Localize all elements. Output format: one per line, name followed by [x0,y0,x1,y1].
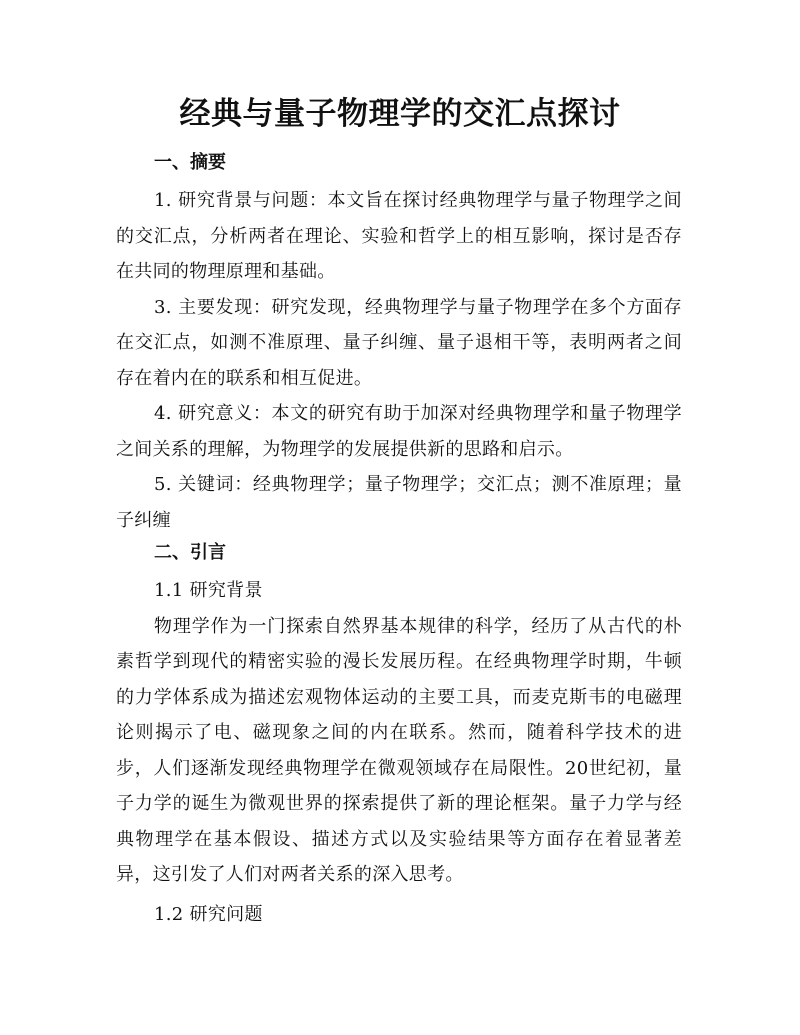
abstract-item-findings: 3. 主要发现：研究发现，经典物理学与量子物理学在多个方面存在交汇点，如测不准原理、量子纠缠、量子退相干等，表明两者之间存在着内在的联系和相互促进。 [116,296,682,389]
document-body [116,150,682,932]
section-heading-research-background: 1.1 研究背景 [154,580,263,601]
abstract-item-background: 1. 研究背景与问题：本文旨在探讨经典物理学与量子物理学之间的交汇点，分析两者在理论、实验和哲学上的相互影响，探讨是否存在共同的物理原理和基础。 [116,190,682,282]
abstract-item-significance: 4. 研究意义：本文的研究有助于加深对经典物理学和量子物理学之间关系的理解，为物理学的发展提供新的思路和启示。 [116,403,682,460]
abstract-heading: 一、摘要 [154,152,226,173]
research-background-paragraph: 物理学作为一门探索自然界基本规律的科学，经历了从古代的朴素哲学到现代的精密实验的漫长发展历程。在经典物理学时期，牛顿的力学体系成为描述宏观物体运动的主要工具，而麦克斯韦的电磁理论则揭示了电、磁现象之间的内在联系。然而，随着科学技术的进步，人们逐渐发现经典物理学在微观领域存在局限性。20世纪初，量子力学的诞生为微观世界的探索提供了新的理论框架。量子力学与经典物理学在基本假设、描述方式以及实验结果等方面存在着显著差异，这引发了人们对两者关系的深入思考。 [116,615,682,885]
abstract-item-keywords: 5. 关键词：经典物理学；量子物理学；交汇点；测不准原理；量子纠缠 [116,474,682,531]
document-title: 经典与量子物理学的交汇点探讨 [179,96,621,132]
introduction-heading: 二、引言 [154,542,226,563]
section-heading-research-question: 1.2 研究问题 [154,903,263,925]
